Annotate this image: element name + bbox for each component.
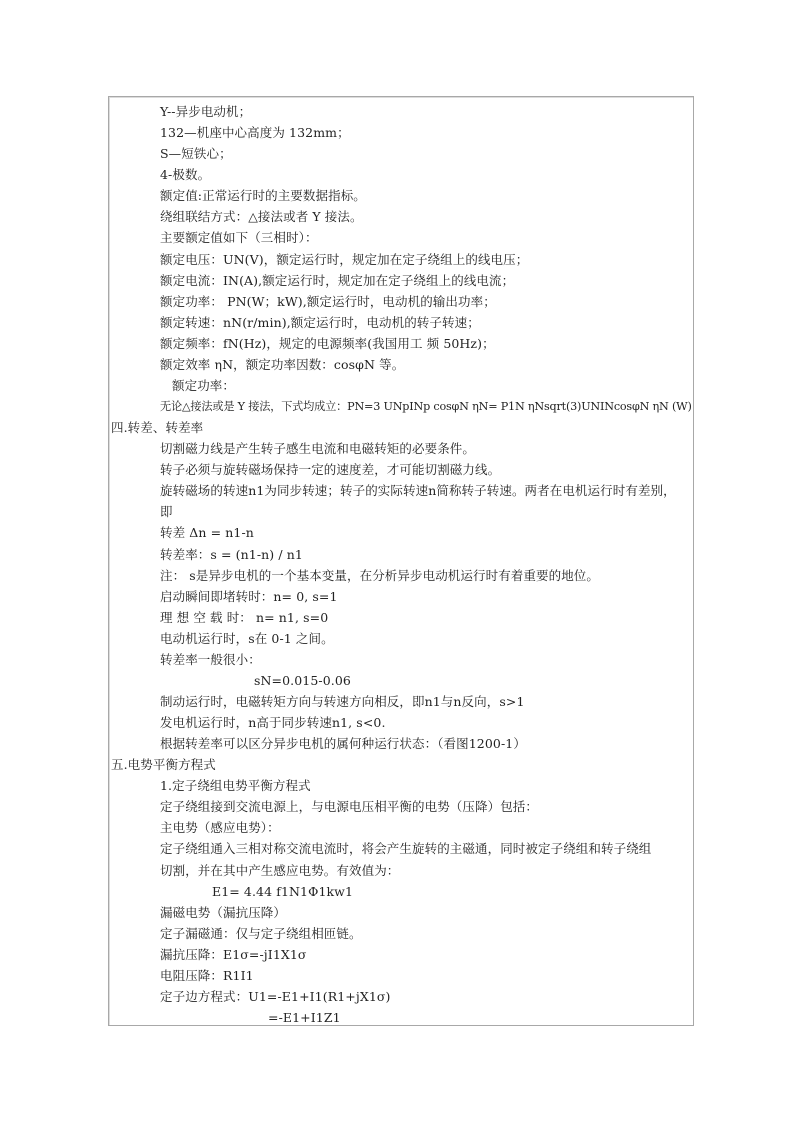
subsection-heading: 1.定子绕组电势平衡方程式 [160, 778, 311, 794]
text-line: 旋转磁场的转速n1为同步转速；转子的实际转速n简称转子转速。两者在电机运行时有差别， [160, 483, 676, 499]
text-line: 发电机运行时，n高于同步转速n1, s<0. [160, 715, 386, 730]
text-line: 切割，并在其中产生感应电势。有效值为： [160, 862, 400, 878]
text-line: 理 想 空 载 时： n= n1, s=0 [160, 609, 329, 625]
text-line: 即 [160, 504, 173, 520]
text-line: 注： s是异步电机的一个基本变量，在分析异步电动机运行时有着重要的地位。 [160, 567, 599, 583]
formula-line: E1= 4.44 f1N1Φ1kw1 [212, 883, 354, 899]
text-line: 制动运行时，电磁转矩方向与转速方向相反，即n1与n反向，s>1 [160, 694, 525, 709]
text-line: 绕组联结方式：△接法或者 Y 接法。 [160, 209, 363, 225]
text-line: 额定功率： [172, 377, 236, 393]
text-line: 转差率：s = (n1-n) / n1 [160, 546, 303, 562]
text-line: S—短铁心； [160, 146, 232, 162]
text-line: 主要额定值如下（三相时）： [160, 230, 318, 246]
formula-line: 漏抗压降：E1σ=-jI1X1σ [160, 946, 307, 962]
formula-line: 无论△接法或是 Y 接法，下式均成立：PN=3 UNpINp cosφN ηN= P1N ηNsqrt(3)UNINcosφN ηN (W) [160, 400, 692, 413]
formula-line: sN=0.015-0.06 [254, 672, 351, 688]
section-heading: 四.转差、转差率 [111, 420, 204, 435]
formula-line: 电阻压降：R1I1 [160, 967, 254, 983]
text-line: 132—机座中心高度为 132mm； [160, 125, 350, 141]
text-line: 定子绕组接到交流电源上，与电源电压相平衡的电势（压降）包括： [160, 799, 539, 815]
text-line: 转差 Δn = n1-n [160, 525, 254, 541]
text-line: 根据转差率可以区分异步电机的属何种运行状态：（看图1200-1） [160, 736, 526, 752]
text-line: 额定转速：nN(r/min),额定运行时，电动机的转子转速； [160, 314, 480, 330]
text-line: 额定频率：fN(Hz)，规定的电源频率(我国用工 频 50Hz)； [160, 335, 495, 351]
formula-line: =-E1+I1Z1 [268, 1010, 341, 1025]
text-line: Y--异步电动机； [160, 104, 252, 119]
text-line: 额定功率： PN(W；kW),额定运行时，电动机的输出功率； [160, 293, 496, 309]
text-line: 额定值:正常运行时的主要数据指标。 [160, 188, 366, 204]
formula-line: 定子边方程式：U1=-E1+I1(R1+jX1σ) [160, 988, 391, 1004]
text-line: 额定电压：UN(V)，额定运行时，规定加在定子绕组上的线电压； [160, 251, 529, 267]
text-line: 启动瞬间即堵转时：n= 0, s=1 [160, 588, 338, 604]
text-line: 转子必须与旋转磁场保持一定的速度差，才可能切割磁力线。 [160, 462, 501, 478]
text-line: 切割磁力线是产生转子感生电流和电磁转矩的必要条件。 [160, 441, 476, 457]
text-line: 漏磁电势（漏抗压降） [160, 904, 287, 920]
text-line: 额定效率 ηN，额定功率因数：cosφN 等。 [160, 356, 405, 372]
text-line: 额定电流：IN(A),额定运行时，规定加在定子绕组上的线电流； [160, 272, 515, 288]
text-line: 定子漏磁通：仅与定子绕组相匝链。 [160, 925, 362, 941]
text-line: 4-极数。 [160, 167, 211, 183]
text-line: 定子绕组通入三相对称交流电流时，将会产生旋转的主磁通，同时被定子绕组和转子绕组 [160, 841, 652, 857]
section-heading: 五.电势平衡方程式 [111, 757, 216, 773]
text-line: 电动机运行时，s在 0-1 之间。 [160, 630, 334, 646]
text-line: 转差率一般很小： [160, 651, 261, 667]
text-line: 主电势（感应电势）： [160, 820, 280, 836]
